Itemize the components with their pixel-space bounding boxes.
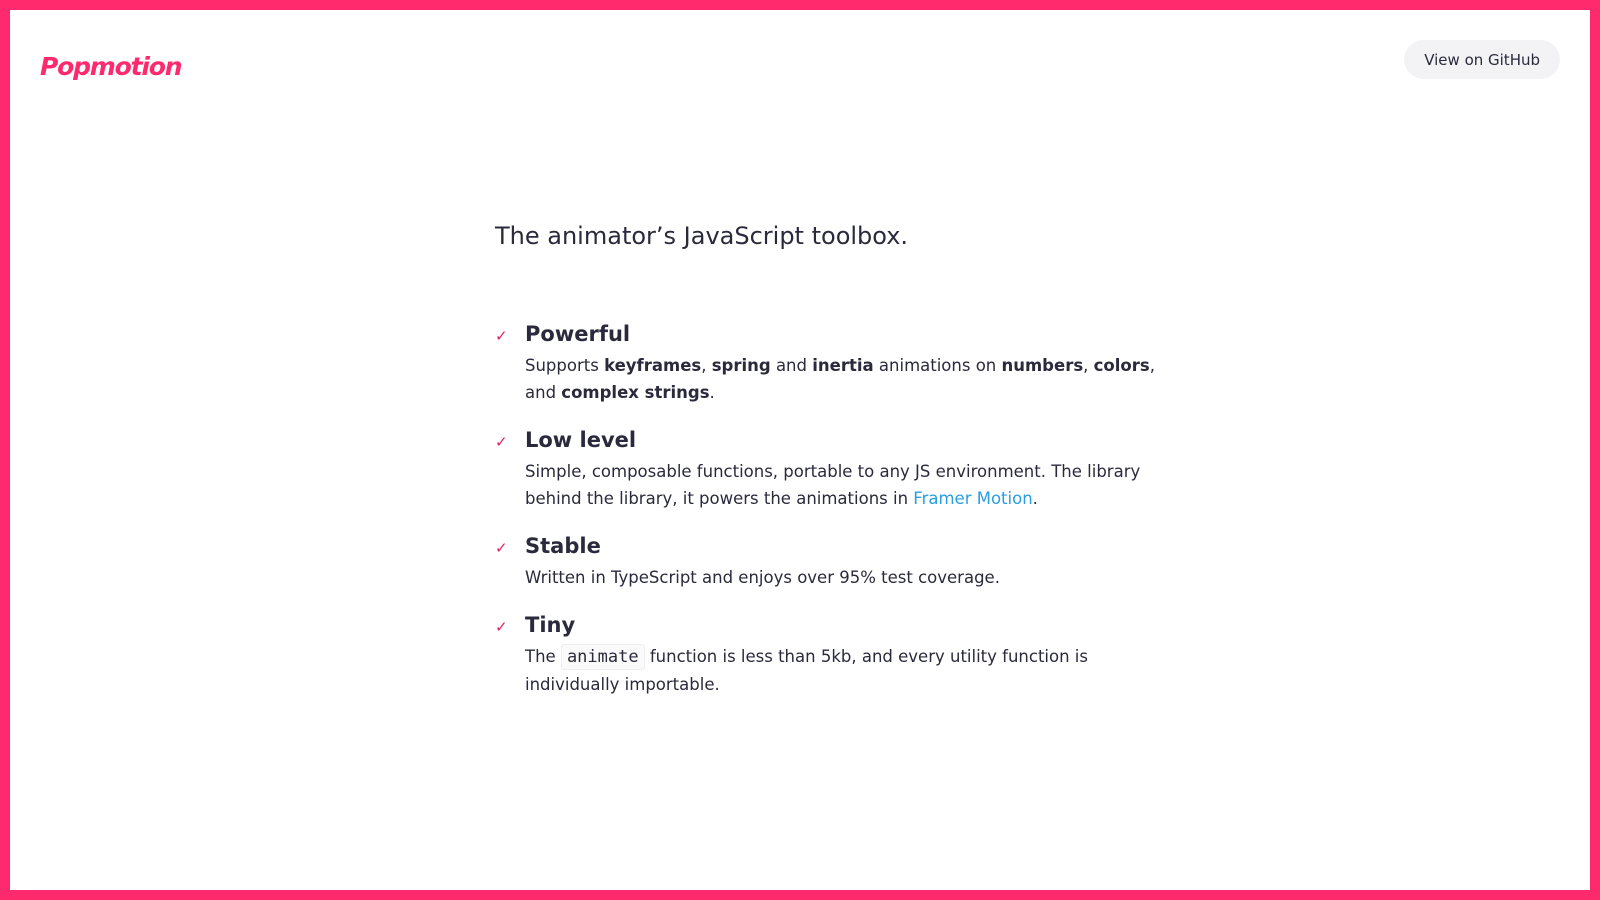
animate-code: animate bbox=[561, 644, 645, 670]
feature-description: Written in TypeScript and enjoys over 95% test coverage. bbox=[525, 568, 1000, 587]
feature-description: Supports keyframes, spring and inertia animations on numbers, colors, and complex strings. bbox=[525, 356, 1155, 402]
feature-low-level bbox=[495, 428, 1155, 512]
feature-title: Powerful bbox=[525, 322, 631, 346]
popmotion-logo[interactable]: Popmotion bbox=[40, 52, 182, 81]
check-icon: ✓ bbox=[495, 618, 508, 636]
feature-stable bbox=[495, 534, 1155, 591]
tagline: The animator’s JavaScript toolbox. bbox=[495, 222, 909, 250]
view-on-github-button[interactable]: View on GitHub bbox=[1404, 40, 1560, 79]
feature-title: Tiny bbox=[525, 613, 576, 637]
main-content bbox=[495, 222, 1155, 720]
check-icon: ✓ bbox=[495, 327, 508, 345]
check-icon: ✓ bbox=[495, 539, 508, 557]
feature-description: The animate function is less than 5kb, and every utility function is individually importable. bbox=[525, 643, 1155, 698]
feature-title: Stable bbox=[525, 534, 601, 558]
framer-motion-link[interactable]: Framer Motion bbox=[913, 489, 1033, 508]
feature-powerful bbox=[495, 322, 1155, 406]
feature-description: Simple, composable functions, portable to any JS environment. The library behind the library, it powers the animations in Framer Motion. bbox=[525, 462, 1141, 508]
check-icon: ✓ bbox=[495, 433, 508, 451]
feature-title: Low level bbox=[525, 428, 637, 452]
feature-tiny bbox=[495, 613, 1155, 698]
